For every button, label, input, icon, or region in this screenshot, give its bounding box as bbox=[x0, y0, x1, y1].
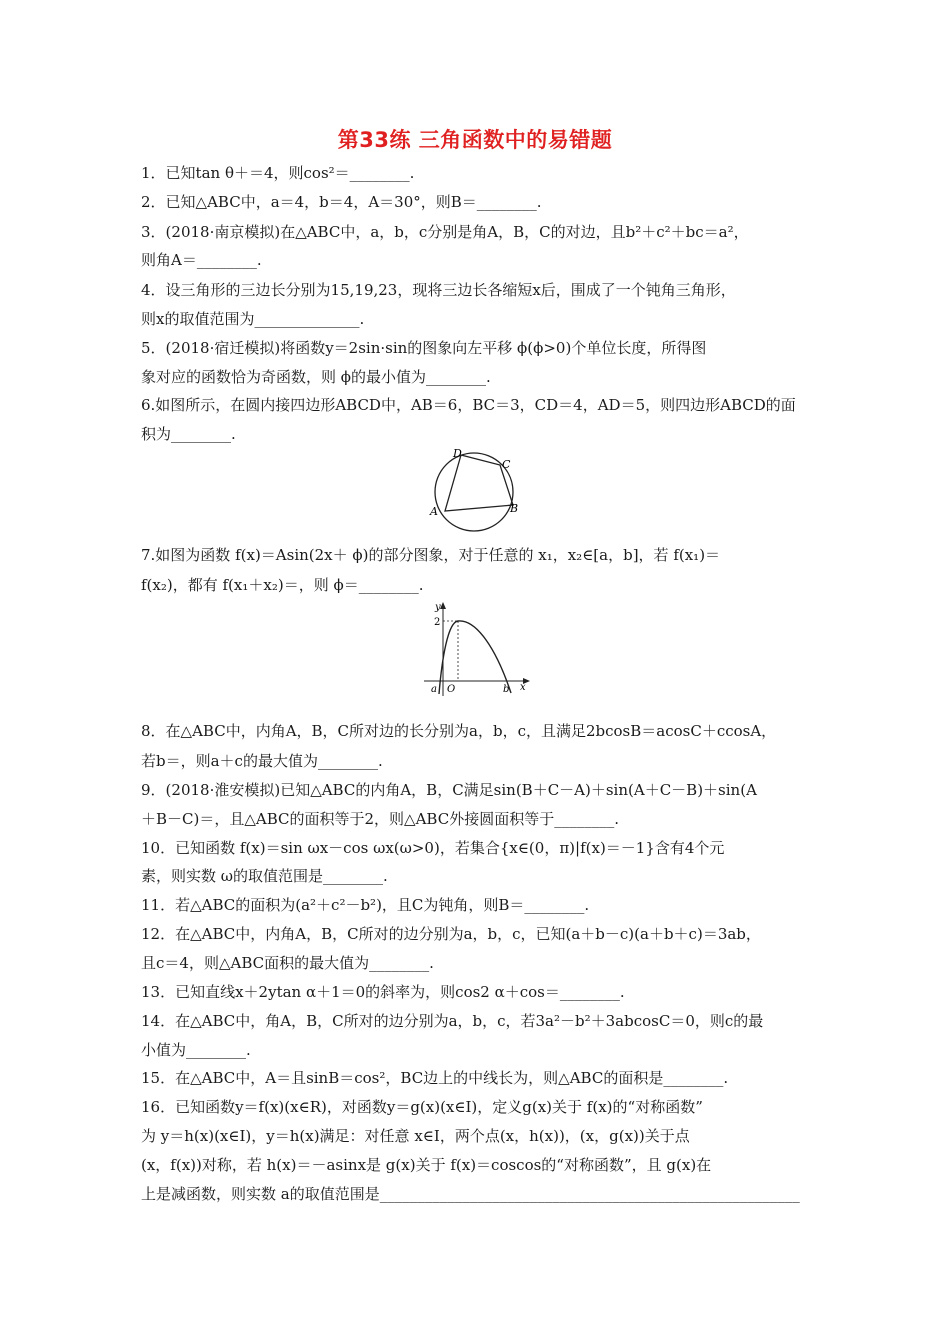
problem-8: 8．在△ABC中，内角A，B，C所对边的长分别为a，b，c，且满足2bcosB＝acosC＋ccosA， bbox=[141, 722, 777, 740]
problem-4: 4．设三角形的三边长分别为15,19,23，现将三边长各缩短x后，围成了一个钝角三角形， bbox=[141, 281, 736, 299]
problem-11: 11．若△ABC的面积为(a²＋c²－b²)，且C为钝角，则B＝________. bbox=[141, 896, 590, 914]
problem-10-cont: 素，则实数 ω的取值范围是________. bbox=[141, 867, 388, 885]
b-label: b bbox=[503, 684, 510, 695]
problem-9: 9．(2018·淮安模拟)已知△ABC的内角A，B，C满足sin(B＋C－A)＋sin(A＋C－B)＋sin(A bbox=[141, 781, 757, 799]
problem-12: 12．在△ABC中，内角A，B，C所对的边分别为a，b，c，已知(a＋b－c)(a＋b＋c)＝3ab， bbox=[141, 925, 761, 943]
problem-1: 1．已知tan θ＋＝4，则cos²＝________. bbox=[141, 164, 415, 182]
label-c: C bbox=[502, 458, 511, 471]
problem-16-cont-3: 上是减函数，则实数 a的取值范围是________________________________________________________ bbox=[141, 1185, 800, 1203]
page-title: 第33练 三角函数中的易错题 bbox=[337, 128, 613, 152]
problem-14-cont: 小值为________. bbox=[141, 1041, 251, 1059]
problem-4-cont: 则x的取值范围为______________. bbox=[141, 310, 365, 328]
problem-3-cont: 则角A＝________. bbox=[141, 251, 262, 269]
problem-5-cont: 象对应的函数恰为奇函数，则 ϕ的最小值为________. bbox=[141, 368, 491, 386]
problem-12-cont: 且c＝4，则△ABC面积的最大值为________. bbox=[141, 954, 434, 972]
problem-14: 14．在△ABC中，角A，B，C所对的边分别为a，b，c，若3a²－b²＋3abcosC＝0，则c的最 bbox=[141, 1012, 764, 1030]
problem-2: 2．已知△ABC中，a＝4，b＝4，A＝30°，则B＝________. bbox=[141, 193, 542, 211]
problem-3: 3．(2018·南京模拟)在△ABC中，a，b，c分别是角A，B，C的对边，且b²＋c²＋bc＝a²， bbox=[141, 223, 749, 241]
y-max-label: 2 bbox=[434, 617, 441, 628]
label-d: D bbox=[453, 447, 462, 460]
y-axis-label: y bbox=[435, 602, 441, 613]
sine-graph-figure bbox=[418, 598, 538, 698]
problem-6: 6.如图所示，在圆内接四边形ABCD中，AB＝6，BC＝3，CD＝4，AD＝5，则四边形ABCD的面 bbox=[141, 396, 796, 414]
cyclic-quadrilateral-figure bbox=[420, 444, 530, 544]
problem-5: 5．(2018·宿迁模拟)将函数y＝2sin·sin的图象向左平移 ϕ(ϕ>0)个单位长度，所得图 bbox=[141, 339, 707, 357]
origin-label: O bbox=[447, 684, 456, 695]
problem-16-cont-1: 为 y＝h(x)(x∈I)，y＝h(x)满足：对任意 x∈I，两个点(x，h(x))，(x，g(x))关于点 bbox=[141, 1127, 690, 1145]
problem-16: 16．已知函数y＝f(x)(x∈R)，对函数y＝g(x)(x∈I)，定义g(x)关于 f(x)的“对称函数” bbox=[141, 1098, 703, 1116]
x-axis-label: x bbox=[520, 682, 526, 693]
a-label: a bbox=[431, 684, 437, 695]
problem-9-cont: ＋B－C)＝，且△ABC的面积等于2，则△ABC外接圆面积等于________. bbox=[141, 810, 619, 828]
problem-15: 15．在△ABC中，A＝且sinB＝cos²，BC边上的中线长为，则△ABC的面积是________. bbox=[141, 1069, 729, 1087]
problem-16-cont-2: (x，f(x))对称，若 h(x)＝－asinx是 g(x)关于 f(x)＝coscos的“对称函数”，且 g(x)在 bbox=[141, 1156, 712, 1174]
problem-7-cont: f(x₂)，都有 f(x₁＋x₂)＝，则 ϕ＝________. bbox=[141, 576, 424, 594]
label-b: B bbox=[510, 502, 519, 515]
problem-8-cont: 若b＝，则a＋c的最大值为________. bbox=[141, 752, 383, 770]
problem-7: 7.如图为函数 f(x)＝Asin(2x＋ ϕ)的部分图象，对于任意的 x₁，x₂∈[a，b]，若 f(x₁)＝ bbox=[141, 546, 721, 564]
problem-6-cont: 积为________. bbox=[141, 425, 236, 443]
problem-10: 10．已知函数 f(x)＝sin ωx－cos ωx(ω>0)，若集合{x∈(0，π)|f(x)＝－1}含有4个元 bbox=[141, 839, 725, 857]
problem-13: 13．已知直线x＋2ytan α＋1＝0的斜率为，则cos2 α＋cos＝________. bbox=[141, 983, 625, 1001]
label-a: A bbox=[430, 505, 438, 518]
